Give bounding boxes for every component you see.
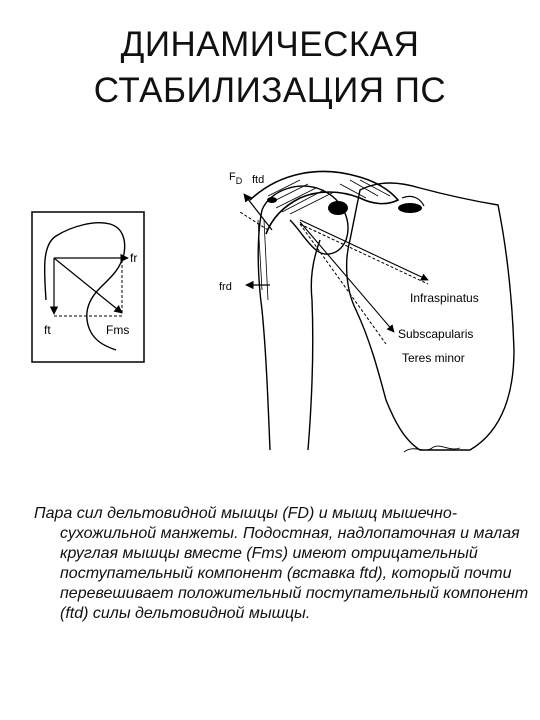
artist-signature [404,446,460,452]
inset-box [32,212,144,362]
shoulder-figure [0,150,540,470]
title-line-2: СТАБИЛИЗАЦИЯ ПС [93,71,447,110]
deltoid-hatching [258,180,390,300]
figure-caption: Пара сил дельтовидной мышцы (FD) и мышц мышечно-сухожильной манжеты. Подостная, надлопаточная и малая круглая мышцы вместе (Fms) имеют отрицательный поступательный компонент (вставка ftd), который почти перевешивает положительный поступательный компонент (ftd) силы дельтовидной мышцы. [34,505,529,622]
scapula-outline [347,183,514,450]
humerus-right-edge [308,240,320,450]
fms-arrow [54,258,122,313]
title-line-1: ДИНАМИЧЕСКАЯ [120,25,420,64]
slide-title [0,22,540,114]
label-fd: $F_D$ [229,171,243,186]
label-teres-minor: Teres minor [402,351,465,365]
humerus-left-edge [258,210,270,450]
coracoid-dark [398,203,422,213]
label-ftd: ftd [252,174,265,186]
label-infraspinatus: Infraspinatus [410,291,479,305]
label-fms: Fms [106,323,130,337]
label-fr: fr [130,251,138,265]
acromion-dark-region [328,201,348,215]
shoulder-diagram [0,150,540,470]
main-diagram [219,171,514,452]
infraspinatus-dashed [300,224,428,284]
deltoid-insertion-dark [267,197,277,203]
label-frd: frd [219,281,232,293]
label-subscapularis: Subscapularis [398,327,474,341]
label-ft: ft [44,323,51,337]
